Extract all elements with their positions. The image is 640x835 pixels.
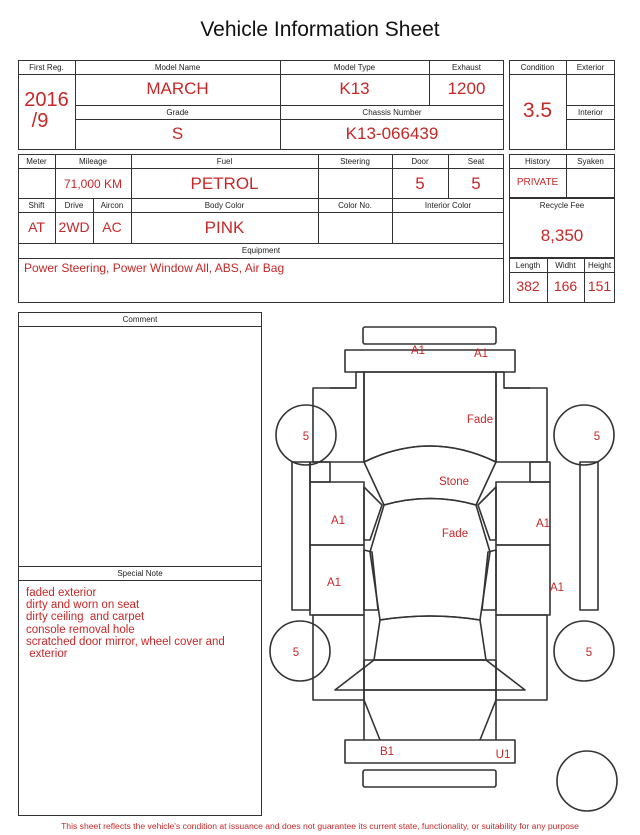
color-no-label: Color No. [338,201,372,210]
equipment-label: Equipment [241,246,281,255]
right-side-strip [580,462,598,610]
damage-right-rear-wheel: 5 [585,647,593,659]
special-note-item: dirty and worn on seat [26,599,140,612]
fuel-label: Fuel [216,157,233,166]
rear-bumper-outer [363,770,496,787]
comment-label: Comment [122,315,158,324]
right-rear-door [496,545,550,615]
recycle-fee-value: 8,350 [540,226,584,245]
damage-left-front-wheel: 5 [302,431,310,443]
damage-right-front-door: A1 [535,518,551,530]
damage-rear-bumper-left: B1 [379,746,395,758]
condition-grade-value: 3.5 [522,99,553,122]
windshield [364,446,496,505]
special-note-label: Special Note [117,569,163,578]
damage-left-front-door: A1 [330,515,346,527]
special-note-item: exterior [26,648,68,661]
rear-window [374,616,486,660]
damage-front-bumper-left: A1 [410,345,426,357]
shift-value: AT [28,219,45,235]
special-note-item: faded exterior [26,587,97,599]
model-name-label: Model Name [154,63,201,72]
special-note-item: scratched door mirror, wheel cover and [26,635,225,648]
exhaust-label: Exhaust [452,63,481,72]
interior-color-label: Interior Color [424,201,472,210]
front-bumper [345,350,515,372]
special-note-item: dirty ceiling and carpet [26,611,145,624]
first-reg-year: 2016 [24,89,69,111]
damage-right-rear-door: A1 [549,582,565,594]
syaken-label: Syaken [577,157,604,166]
left-front-door [310,482,364,545]
rear-panel [364,660,496,690]
chassis-number-label: Chassis Number [362,108,422,117]
body-color-value: PINK [204,218,245,237]
left-front-fender [313,372,364,462]
drive-label: Drive [64,201,84,210]
front-bumper-outer [363,327,496,344]
equipment-value: Power Steering, Power Window All, ABS, Air Bag [24,261,285,275]
disclaimer-footer: This sheet reflects the vehicle's condition at issuance and does not guarantee its current state, functionality, or suitability for any purpose [61,821,579,831]
damage-windshield: Stone [438,476,470,488]
aircon-label: Aircon [100,201,124,210]
length-value: 382 [516,278,540,294]
first-reg-month: /9 [31,110,49,132]
aircon-value: AC [102,219,122,235]
grade-label: Grade [166,108,189,117]
grade-value: S [171,124,184,143]
rear-lower [364,700,496,740]
damage-front-bumper-right: A1 [473,348,489,360]
model-type-label: Model Type [333,63,376,72]
height-label: Height [587,261,612,270]
history-label: History [525,157,550,166]
damage-roof: Fade [441,528,469,540]
page-title: Vehicle Information Sheet [200,18,440,41]
spare-wheel [557,751,617,811]
steering-label: Steering [340,157,370,166]
left-rocker [310,462,330,482]
fuel-value: PETROL [190,174,259,193]
recycle-fee-label: Recycle Fee [539,201,585,210]
left-side-strip [292,462,310,610]
model-type-value: K13 [339,79,370,98]
right-front-door [496,482,550,545]
mileage-label: Mileage [78,157,107,166]
drive-value: 2WD [58,219,90,235]
damage-left-rear-door: A1 [326,577,342,589]
door-label: Door [411,157,429,166]
mileage-value: 71,000 KM [63,177,123,191]
roof [370,499,490,621]
chassis-number-value: K13-066439 [345,124,439,143]
length-label: Length [515,261,541,270]
seat-label: Seat [467,157,485,166]
special-note-item: console removal hole [26,623,135,636]
interior-label: Interior [578,108,603,117]
right-front-wheel [554,405,614,465]
model-name-value: MARCH [146,79,209,98]
body-color-label: Body Color [204,201,245,210]
meter-label: Meter [26,157,47,166]
right-front-fender [496,372,547,462]
height-value: 151 [587,278,612,294]
damage-left-rear-wheel: 5 [292,647,300,659]
left-rear-wheel [270,621,330,681]
history-value: PRIVATE [516,177,559,188]
rear-corner-left [364,690,496,740]
exterior-label: Exterior [576,63,605,72]
shift-label: Shift [28,201,45,210]
right-rocker [530,462,550,482]
width-value: 166 [553,278,578,294]
damage-hood: Fade [466,414,494,426]
exhaust-value: 1200 [447,79,486,98]
seat-value: 5 [471,174,481,193]
door-value: 5 [415,174,425,193]
width-label: Widht [555,261,576,270]
damage-right-front-wheel: 5 [593,431,601,443]
right-rear-wheel [554,621,614,681]
condition-label: Condition [520,63,555,72]
first-reg-label: First Reg. [29,63,64,72]
damage-rear-bumper-right: U1 [495,749,511,761]
rear-bumper [345,740,515,763]
